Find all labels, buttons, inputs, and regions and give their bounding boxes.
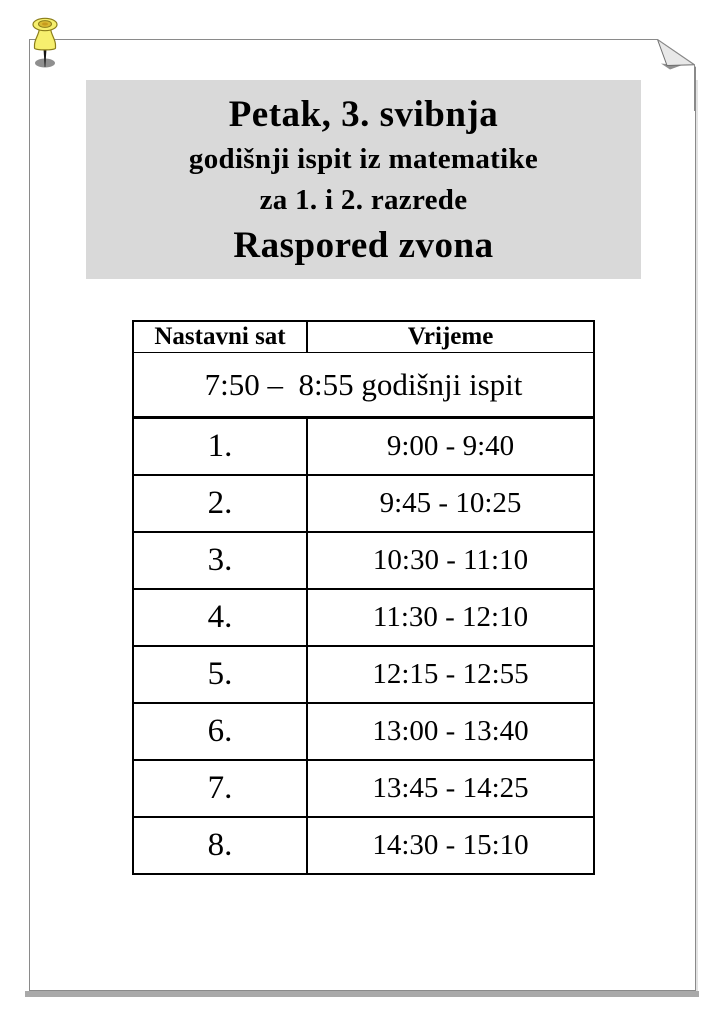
time-cell: 12:15 - 12:55 (307, 646, 594, 703)
period-cell: 6. (133, 703, 307, 760)
title-subject: godišnji ispit iz matematike (188, 142, 539, 175)
schedule-table (132, 320, 595, 875)
period-cell: 2. (133, 475, 307, 532)
table-row (133, 532, 594, 589)
time-cell: 14:30 - 15:10 (307, 817, 594, 874)
period-cell: 3. (133, 532, 307, 589)
period-cell: 4. (133, 589, 307, 646)
column-header-time: Vrijeme (307, 321, 594, 353)
time-cell: 9:45 - 10:25 (307, 475, 594, 532)
period-cell: 1. (133, 418, 307, 476)
bell-schedule (132, 320, 595, 875)
time-cell: 9:00 - 9:40 (307, 418, 594, 476)
table-row (133, 760, 594, 817)
pushpin-icon (25, 16, 67, 74)
table-row (133, 646, 594, 703)
table-row (133, 418, 594, 476)
period-cell: 7. (133, 760, 307, 817)
time-cell: 13:45 - 14:25 (307, 760, 594, 817)
table-row (133, 817, 594, 874)
time-cell: 10:30 - 11:10 (307, 532, 594, 589)
title-block (86, 80, 641, 279)
exam-row (133, 353, 594, 418)
column-header-period: Nastavni sat (133, 321, 307, 353)
table-header-row (133, 321, 594, 353)
exam-row-text: 7:50 – 8:55 godišnji ispit (133, 353, 594, 418)
table-row (133, 475, 594, 532)
time-cell: 13:00 - 13:40 (307, 703, 594, 760)
table-row (133, 589, 594, 646)
title-date: Petak, 3. svibnja (228, 93, 499, 135)
title-grades: za 1. i 2. razrede (259, 183, 468, 216)
page-title: Raspored zvona (233, 224, 494, 266)
period-cell: 5. (133, 646, 307, 703)
table-row (133, 703, 594, 760)
period-cell: 8. (133, 817, 307, 874)
paper-page (29, 39, 696, 991)
time-cell: 11:30 - 12:10 (307, 589, 594, 646)
